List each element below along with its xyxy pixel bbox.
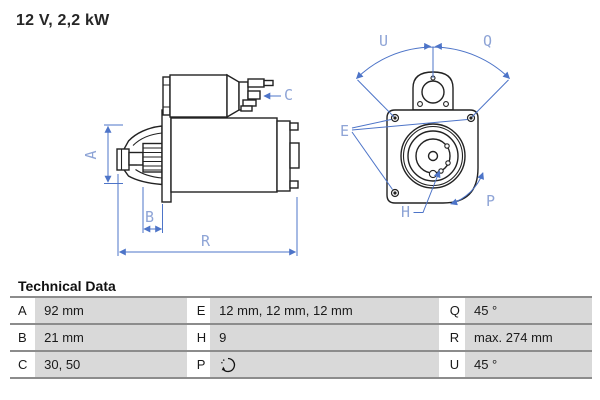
spec-key-c: C: [10, 352, 35, 377]
front-view-drawing: [387, 72, 478, 203]
technical-data-table: [10, 296, 592, 379]
dimension-label-a: A: [82, 150, 100, 160]
section-heading: Technical Data: [18, 278, 116, 294]
spec-value-b: 21 mm: [35, 325, 187, 350]
spec-key-q: Q: [443, 298, 465, 323]
spec-value-u: 45 °: [465, 352, 592, 377]
dimension-label-h: H: [401, 203, 411, 221]
spec-value-c: 30, 50: [35, 352, 187, 377]
side-view-drawing: [117, 75, 299, 202]
spec-value-q: 45 °: [465, 298, 592, 323]
table-row: [10, 352, 592, 379]
counterclockwise-rotation-icon: [219, 356, 237, 374]
page-title: 12 V, 2,2 kW: [16, 12, 110, 29]
spec-value-e: 12 mm, 12 mm, 12 mm: [210, 298, 439, 323]
dimension-label-u: U: [379, 32, 389, 50]
spec-value-r: max. 274 mm: [465, 325, 592, 350]
spec-value-a: 92 mm: [35, 298, 187, 323]
dimension-label-e: E: [340, 122, 350, 140]
spec-key-h: H: [191, 325, 210, 350]
spec-value-h: 9: [210, 325, 439, 350]
spec-key-u: U: [443, 352, 465, 377]
dimension-label-r: R: [201, 232, 211, 250]
spec-value-p: [210, 352, 439, 377]
dimension-label-q: Q: [483, 32, 493, 50]
spec-key-r: R: [443, 325, 465, 350]
spec-key-a: A: [10, 298, 35, 323]
dimension-label-p: P: [486, 192, 496, 210]
table-row: [10, 298, 592, 325]
table-row: [10, 325, 592, 352]
spec-key-p: P: [191, 352, 210, 377]
dimension-label-c: C: [284, 86, 294, 104]
spec-key-e: E: [191, 298, 210, 323]
dimension-label-b: B: [145, 208, 155, 226]
spec-key-b: B: [10, 325, 35, 350]
